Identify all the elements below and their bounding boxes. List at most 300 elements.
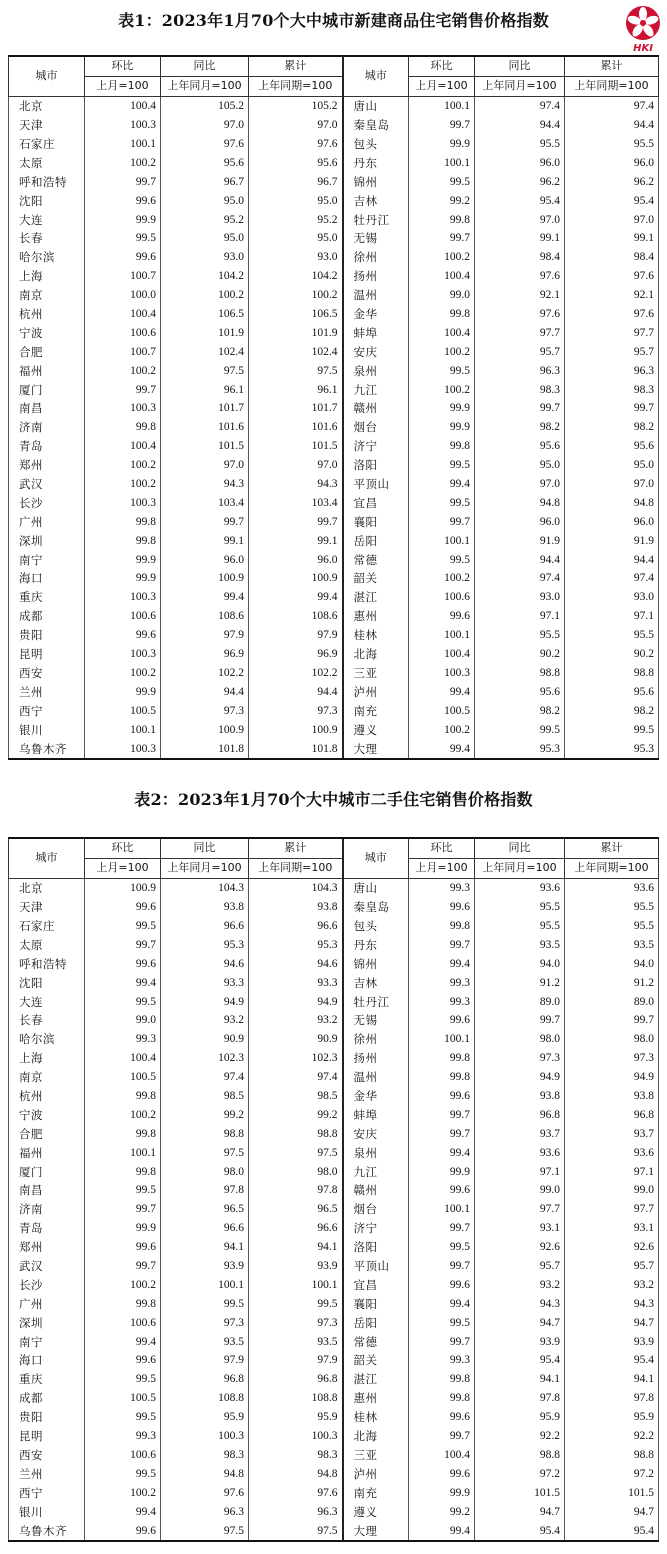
city-cell: 常德: [343, 1332, 409, 1351]
yoy-cell: 98.0: [475, 1030, 565, 1049]
city-cell: 合肥: [9, 1124, 85, 1143]
yoy-cell: 96.9: [161, 645, 249, 664]
yoy-cell: 94.3: [475, 1294, 565, 1313]
yoy-cell: 97.4: [161, 1068, 249, 1087]
city-cell: 秦皇岛: [343, 116, 409, 135]
city-cell: 天津: [9, 116, 85, 135]
mom-cell: 99.3: [409, 992, 475, 1011]
cum-cell: 99.5: [565, 720, 659, 739]
city-cell: 济宁: [343, 437, 409, 456]
cum-cell: 93.8: [565, 1087, 659, 1106]
cum-cell: 96.0: [565, 512, 659, 531]
mom-cell: 99.5: [85, 1464, 161, 1483]
table-row: [9, 1408, 659, 1427]
cum-cell: 97.3: [565, 1049, 659, 1068]
mom-base-header: 上月=100: [85, 858, 161, 878]
cum-cell: 96.3: [565, 361, 659, 380]
city-cell: 安庆: [343, 342, 409, 361]
cum-cell: 94.7: [565, 1502, 659, 1521]
yoy-cell: 94.8: [475, 493, 565, 512]
city-header: 城市: [9, 56, 85, 96]
table-row: [9, 210, 659, 229]
cum-cell: 96.2: [565, 172, 659, 191]
table-row: [9, 917, 659, 936]
city-cell: 北京: [9, 878, 85, 897]
yoy-cell: 99.4: [161, 588, 249, 607]
mom-cell: 99.6: [409, 1275, 475, 1294]
cum-cell: 97.0: [249, 456, 343, 475]
cum-cell: 94.4: [565, 550, 659, 569]
mom-cell: 100.7: [85, 342, 161, 361]
table-row: [9, 1446, 659, 1465]
yoy-cell: 97.7: [475, 1200, 565, 1219]
city-cell: 岳阳: [343, 531, 409, 550]
mom-cell: 100.6: [409, 588, 475, 607]
cum-cell: 91.2: [565, 973, 659, 992]
table-row: [9, 878, 659, 897]
city-header: 城市: [343, 838, 409, 878]
yoy-cell: 102.4: [161, 342, 249, 361]
yoy-cell: 98.8: [475, 664, 565, 683]
table-row: [9, 1294, 659, 1313]
yoy-cell: 97.0: [161, 456, 249, 475]
yoy-cell: 98.0: [161, 1162, 249, 1181]
table-row: [9, 1464, 659, 1483]
mom-cell: 100.2: [409, 380, 475, 399]
cum-cell: 97.4: [565, 569, 659, 588]
city-cell: 南京: [9, 286, 85, 305]
yoy-cell: 93.8: [475, 1087, 565, 1106]
cum-cell: 97.6: [249, 135, 343, 154]
yoy-cell: 93.9: [161, 1257, 249, 1276]
yoy-cell: 101.5: [161, 437, 249, 456]
city-header: 城市: [343, 56, 409, 96]
mom-cell: 99.8: [409, 305, 475, 324]
city-cell: 温州: [343, 1068, 409, 1087]
table-row: [9, 493, 659, 512]
yoy-cell: 94.7: [475, 1502, 565, 1521]
yoy-cell: 94.6: [161, 954, 249, 973]
city-cell: 徐州: [343, 248, 409, 267]
cum-cell: 101.9: [249, 323, 343, 342]
city-cell: 哈尔滨: [9, 248, 85, 267]
cum-cell: 89.0: [565, 992, 659, 1011]
cum-cell: 95.6: [565, 682, 659, 701]
city-cell: 武汉: [9, 1257, 85, 1276]
cum-base-header: 上年同期=100: [249, 858, 343, 878]
cum-cell: 96.0: [249, 550, 343, 569]
yoy-cell: 95.2: [161, 210, 249, 229]
table-row: [9, 954, 659, 973]
mom-cell: 100.2: [85, 1275, 161, 1294]
yoy-cell: 98.5: [161, 1087, 249, 1106]
cum-cell: 96.8: [249, 1370, 343, 1389]
city-cell: 重庆: [9, 588, 85, 607]
mom-cell: 99.3: [85, 1427, 161, 1446]
mom-cell: 100.6: [85, 1313, 161, 1332]
city-cell: 九江: [343, 1162, 409, 1181]
cum-cell: 97.5: [249, 1521, 343, 1541]
mom-cell: 99.5: [85, 1181, 161, 1200]
cum-cell: 94.9: [249, 992, 343, 1011]
yoy-cell: 95.6: [161, 153, 249, 172]
city-cell: 杭州: [9, 305, 85, 324]
yoy-cell: 97.8: [161, 1181, 249, 1200]
yoy-cell: 96.0: [475, 153, 565, 172]
city-cell: 郑州: [9, 1238, 85, 1257]
yoy-cell: 97.6: [475, 305, 565, 324]
yoy-cell: 97.5: [161, 1521, 249, 1541]
cum-cell: 93.5: [565, 935, 659, 954]
cum-cell: 97.5: [249, 1143, 343, 1162]
mom-cell: 99.0: [85, 1011, 161, 1030]
table-row: [9, 153, 659, 172]
cum-cell: 95.5: [565, 626, 659, 645]
mom-cell: 99.7: [409, 1219, 475, 1238]
city-cell: 泸州: [343, 1464, 409, 1483]
city-cell: 牡丹江: [343, 210, 409, 229]
city-cell: 宜昌: [343, 1275, 409, 1294]
city-cell: 贵阳: [9, 1408, 85, 1427]
table-row: [9, 1200, 659, 1219]
cum-cell: 99.7: [565, 1011, 659, 1030]
cum-cell: 95.0: [249, 191, 343, 210]
yoy-cell: 95.3: [161, 935, 249, 954]
cum-cell: 94.4: [249, 682, 343, 701]
mom-header: 环比: [85, 56, 161, 76]
yoy-cell: 97.3: [161, 1313, 249, 1332]
city-cell: 西安: [9, 1446, 85, 1465]
mom-cell: 99.8: [85, 1124, 161, 1143]
city-cell: 包头: [343, 917, 409, 936]
mom-cell: 99.7: [409, 512, 475, 531]
yoy-cell: 98.2: [475, 701, 565, 720]
table-row: [9, 992, 659, 1011]
mom-cell: 99.4: [85, 1332, 161, 1351]
city-cell: 广州: [9, 1294, 85, 1313]
yoy-cell: 95.9: [161, 1408, 249, 1427]
cum-cell: 98.0: [565, 1030, 659, 1049]
mom-cell: 99.5: [409, 361, 475, 380]
mom-cell: 100.2: [409, 720, 475, 739]
city-cell: 乌鲁木齐: [9, 739, 85, 759]
yoy-cell: 91.2: [475, 973, 565, 992]
mom-cell: 99.8: [85, 531, 161, 550]
cum-cell: 105.2: [249, 96, 343, 115]
city-cell: 厦门: [9, 380, 85, 399]
city-cell: 牡丹江: [343, 992, 409, 1011]
mom-cell: 99.5: [85, 992, 161, 1011]
cum-cell: 93.8: [249, 898, 343, 917]
yoy-cell: 96.8: [475, 1105, 565, 1124]
yoy-cell: 94.7: [475, 1313, 565, 1332]
cum-cell: 95.6: [249, 153, 343, 172]
cum-cell: 100.1: [249, 1275, 343, 1294]
mom-cell: 99.9: [85, 569, 161, 588]
mom-cell: 99.8: [85, 1162, 161, 1181]
mom-cell: 99.8: [85, 1087, 161, 1106]
yoy-cell: 93.2: [475, 1275, 565, 1294]
city-cell: 深圳: [9, 1313, 85, 1332]
cum-cell: 93.3: [249, 973, 343, 992]
mom-header: 环比: [409, 838, 475, 858]
city-cell: 平顶山: [343, 1257, 409, 1276]
mom-cell: 99.6: [409, 1011, 475, 1030]
cum-cell: 98.3: [565, 380, 659, 399]
yoy-cell: 92.1: [475, 286, 565, 305]
city-cell: 泸州: [343, 682, 409, 701]
yoy-cell: 99.5: [475, 720, 565, 739]
yoy-cell: 95.9: [475, 1408, 565, 1427]
yoy-cell: 98.3: [161, 1446, 249, 1465]
city-cell: 大连: [9, 992, 85, 1011]
mom-cell: 100.3: [85, 739, 161, 759]
table-row: [9, 645, 659, 664]
cum-cell: 100.9: [249, 720, 343, 739]
mom-cell: 99.2: [409, 191, 475, 210]
cum-cell: 97.3: [249, 701, 343, 720]
yoy-cell: 108.8: [161, 1389, 249, 1408]
city-cell: 大连: [9, 210, 85, 229]
table-row: [9, 1011, 659, 1030]
mom-cell: 100.3: [409, 664, 475, 683]
mom-cell: 99.5: [409, 1313, 475, 1332]
yoy-cell: 96.6: [161, 1219, 249, 1238]
mom-header: 环比: [85, 838, 161, 858]
city-cell: 合肥: [9, 342, 85, 361]
table-row: [9, 1124, 659, 1143]
city-cell: 沈阳: [9, 973, 85, 992]
yoy-cell: 97.0: [475, 210, 565, 229]
cum-cell: 94.8: [565, 493, 659, 512]
mom-cell: 99.7: [85, 935, 161, 954]
cum-cell: 95.3: [249, 935, 343, 954]
table-row: [9, 739, 659, 759]
city-cell: 济南: [9, 1200, 85, 1219]
mom-cell: 100.2: [85, 361, 161, 380]
yoy-cell: 94.4: [161, 682, 249, 701]
yoy-cell: 96.6: [161, 917, 249, 936]
cum-cell: 96.3: [249, 1502, 343, 1521]
table-row: [9, 475, 659, 494]
cum-cell: 102.3: [249, 1049, 343, 1068]
table-row: [9, 720, 659, 739]
yoy-cell: 94.1: [475, 1370, 565, 1389]
cum-cell: 95.0: [565, 456, 659, 475]
table-row: [9, 588, 659, 607]
cum-cell: 93.6: [565, 1143, 659, 1162]
cum-cell: 98.5: [249, 1087, 343, 1106]
city-cell: 成都: [9, 607, 85, 626]
mom-cell: 99.4: [409, 682, 475, 701]
mom-cell: 99.4: [409, 739, 475, 759]
mom-cell: 100.3: [85, 116, 161, 135]
mom-cell: 99.6: [85, 1238, 161, 1257]
city-cell: 郑州: [9, 456, 85, 475]
city-cell: 西安: [9, 664, 85, 683]
mom-cell: 99.6: [85, 898, 161, 917]
yoy-base-header: 上年同月=100: [475, 858, 565, 878]
cum-cell: 99.7: [565, 399, 659, 418]
city-cell: 丹东: [343, 935, 409, 954]
cum-cell: 95.4: [565, 1351, 659, 1370]
city-cell: 哈尔滨: [9, 1030, 85, 1049]
yoy-cell: 96.3: [475, 361, 565, 380]
table-row: [9, 1238, 659, 1257]
city-cell: 南昌: [9, 1181, 85, 1200]
mom-cell: 100.4: [85, 1049, 161, 1068]
mom-cell: 100.5: [85, 1068, 161, 1087]
cum-cell: 98.2: [565, 701, 659, 720]
table-row: [9, 1483, 659, 1502]
table-row: [9, 229, 659, 248]
yoy-cell: 92.2: [475, 1427, 565, 1446]
table-row: [9, 1332, 659, 1351]
yoy-cell: 93.6: [475, 1143, 565, 1162]
cum-cell: 99.1: [249, 531, 343, 550]
mom-cell: 100.1: [409, 1200, 475, 1219]
cum-cell: 97.1: [565, 1162, 659, 1181]
city-cell: 南充: [343, 1483, 409, 1502]
mom-base-header: 上月=100: [409, 858, 475, 878]
city-cell: 海口: [9, 1351, 85, 1370]
yoy-cell: 95.7: [475, 1257, 565, 1276]
city-cell: 呼和浩特: [9, 954, 85, 973]
yoy-cell: 97.5: [161, 361, 249, 380]
city-cell: 青岛: [9, 437, 85, 456]
table-row: [9, 399, 659, 418]
table-row: [9, 135, 659, 154]
yoy-cell: 104.2: [161, 267, 249, 286]
cum-base-header: 上年同期=100: [249, 76, 343, 96]
cum-cell: 102.4: [249, 342, 343, 361]
cum-cell: 96.6: [249, 1219, 343, 1238]
yoy-cell: 89.0: [475, 992, 565, 1011]
yoy-cell: 97.7: [475, 323, 565, 342]
yoy-cell: 93.1: [475, 1219, 565, 1238]
cum-cell: 94.8: [249, 1464, 343, 1483]
mom-cell: 99.8: [409, 917, 475, 936]
city-cell: 三亚: [343, 664, 409, 683]
cum-cell: 104.2: [249, 267, 343, 286]
mom-cell: 100.2: [85, 1105, 161, 1124]
mom-cell: 99.4: [409, 1521, 475, 1541]
mom-cell: 99.7: [409, 1332, 475, 1351]
table-row: [9, 664, 659, 683]
cum-cell: 94.6: [249, 954, 343, 973]
mom-cell: 99.4: [409, 475, 475, 494]
yoy-cell: 96.2: [475, 172, 565, 191]
mom-cell: 99.0: [409, 286, 475, 305]
city-cell: 兰州: [9, 1464, 85, 1483]
cum-cell: 100.2: [249, 286, 343, 305]
city-cell: 太原: [9, 935, 85, 954]
mom-cell: 100.1: [409, 1030, 475, 1049]
city-header: 城市: [9, 838, 85, 878]
mom-cell: 99.5: [85, 1370, 161, 1389]
mom-cell: 99.7: [85, 172, 161, 191]
table-row: [9, 323, 659, 342]
yoy-cell: 101.5: [475, 1483, 565, 1502]
city-cell: 南昌: [9, 399, 85, 418]
mom-cell: 99.4: [85, 973, 161, 992]
city-cell: 宜昌: [343, 493, 409, 512]
city-cell: 北京: [9, 96, 85, 115]
yoy-cell: 97.0: [475, 475, 565, 494]
city-cell: 南京: [9, 1068, 85, 1087]
table-row: [9, 626, 659, 645]
yoy-cell: 97.0: [161, 116, 249, 135]
yoy-cell: 99.7: [475, 1011, 565, 1030]
mom-cell: 100.4: [85, 437, 161, 456]
mom-cell: 99.7: [85, 1257, 161, 1276]
table-row: [9, 898, 659, 917]
table-row: [9, 1275, 659, 1294]
cum-cell: 93.9: [565, 1332, 659, 1351]
table-row: [9, 96, 659, 115]
mom-cell: 99.6: [409, 607, 475, 626]
yoy-cell: 97.9: [161, 1351, 249, 1370]
cum-base-header: 上年同期=100: [565, 76, 659, 96]
table-row: [9, 380, 659, 399]
mom-cell: 100.5: [85, 1389, 161, 1408]
city-cell: 泉州: [343, 1143, 409, 1162]
cum-cell: 101.6: [249, 418, 343, 437]
mom-cell: 99.5: [409, 172, 475, 191]
city-cell: 上海: [9, 1049, 85, 1068]
cum-cell: 91.9: [565, 531, 659, 550]
table1-title: 表1：2023年1月70个大中城市新建商品住宅销售价格指数: [118, 11, 549, 30]
city-cell: 吉林: [343, 191, 409, 210]
cum-cell: 99.4: [249, 588, 343, 607]
cum-cell: 94.9: [565, 1068, 659, 1087]
city-cell: 贵阳: [9, 626, 85, 645]
city-cell: 宁波: [9, 323, 85, 342]
table-row: [9, 512, 659, 531]
city-cell: 赣州: [343, 1181, 409, 1200]
cum-cell: 95.4: [565, 191, 659, 210]
cum-cell: 101.5: [565, 1483, 659, 1502]
mom-cell: 99.9: [85, 210, 161, 229]
city-cell: 重庆: [9, 1370, 85, 1389]
cum-cell: 93.2: [565, 1275, 659, 1294]
city-cell: 成都: [9, 1389, 85, 1408]
yoy-cell: 96.0: [475, 512, 565, 531]
yoy-cell: 96.7: [161, 172, 249, 191]
yoy-cell: 94.1: [161, 1238, 249, 1257]
table-row: [9, 418, 659, 437]
cum-cell: 96.8: [565, 1105, 659, 1124]
cum-cell: 97.4: [565, 96, 659, 115]
city-cell: 上海: [9, 267, 85, 286]
yoy-cell: 93.5: [475, 935, 565, 954]
yoy-cell: 97.2: [475, 1464, 565, 1483]
yoy-cell: 97.6: [161, 135, 249, 154]
table-row: [9, 1351, 659, 1370]
yoy-cell: 99.2: [161, 1105, 249, 1124]
mom-cell: 99.6: [409, 898, 475, 917]
table2: [8, 837, 659, 1542]
cum-header: 累计: [565, 56, 659, 76]
mom-cell: 99.7: [409, 1257, 475, 1276]
mom-cell: 99.3: [409, 973, 475, 992]
city-cell: 杭州: [9, 1087, 85, 1106]
yoy-cell: 96.8: [161, 1370, 249, 1389]
city-cell: 海口: [9, 569, 85, 588]
city-cell: 南宁: [9, 550, 85, 569]
yoy-cell: 106.5: [161, 305, 249, 324]
table-row: [9, 935, 659, 954]
